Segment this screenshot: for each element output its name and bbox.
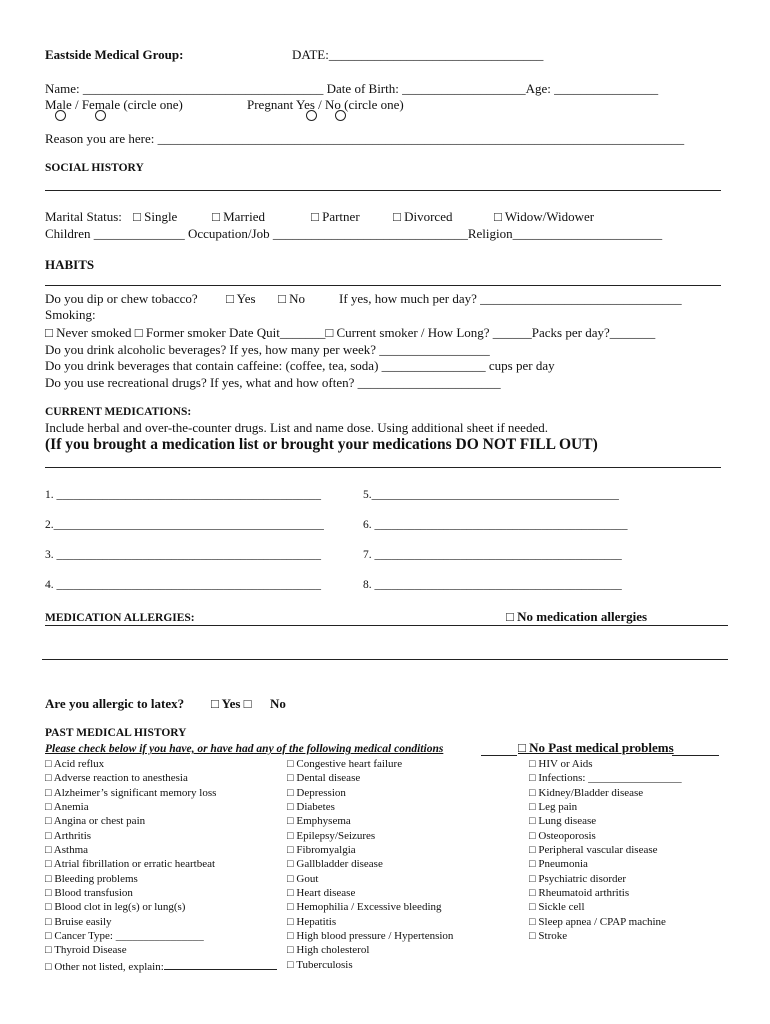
- condition-checkbox[interactable]: □ Anemia: [45, 801, 89, 814]
- condition-checkbox[interactable]: □ Emphysema: [287, 815, 351, 828]
- medication-field-4[interactable]: 4. ______________________________________________: [45, 579, 321, 591]
- divider: [481, 755, 517, 756]
- medication-field-7[interactable]: 7. ___________________________________________: [363, 549, 622, 561]
- latex-yes-checkbox[interactable]: □ Yes □: [211, 696, 252, 711]
- condition-checkbox[interactable]: □ Blood transfusion: [45, 887, 133, 900]
- sex-line: Male / Female (circle one): [45, 97, 183, 112]
- condition-checkbox[interactable]: □ High blood pressure / Hypertension: [287, 930, 454, 943]
- medication-field-3[interactable]: 3. ______________________________________________: [45, 549, 321, 561]
- marital-status-label: Marital Status:: [45, 209, 122, 224]
- condition-checkbox[interactable]: □ Kidney/Bladder disease: [529, 786, 644, 799]
- allergies-line[interactable]: [45, 625, 728, 626]
- condition-checkbox[interactable]: □ Blood clot in leg(s) or lung(s): [45, 901, 186, 914]
- tobacco-no-checkbox[interactable]: □ No: [278, 291, 305, 306]
- no-circle-icon[interactable]: [335, 110, 346, 121]
- divider: [45, 467, 721, 468]
- medication-allergies-heading: MEDICATION ALLERGIES:: [45, 612, 195, 624]
- smoking-options-line[interactable]: □ Never smoked □ Former smoker Date Quit_______□ Current smoker / How Long? ______Packs per day?_______: [45, 325, 656, 340]
- divider: [672, 755, 719, 756]
- conditions-column-2: [287, 757, 453, 972]
- condition-checkbox[interactable]: □ Congestive heart failure: [287, 758, 403, 770]
- condition-checkbox[interactable]: □ Rheumatoid arthritis: [529, 887, 630, 900]
- medication-field-1[interactable]: 1. ______________________________________________: [45, 489, 321, 501]
- name-dob-age-line[interactable]: Name: _____________________________________ Date of Birth: ___________________Age: ________________: [45, 81, 659, 96]
- condition-checkbox[interactable]: □ Stroke: [529, 930, 568, 943]
- condition-checkbox[interactable]: □ Alzheimer’s significant memory loss: [45, 786, 217, 799]
- widow-checkbox[interactable]: □ Widow/Widower: [494, 209, 595, 224]
- condition-checkbox[interactable]: □ Other not listed, explain:: [45, 960, 164, 973]
- condition-checkbox[interactable]: □ Psychiatric disorder: [529, 872, 627, 885]
- condition-checkbox[interactable]: □ Leg pain: [529, 801, 578, 814]
- latex-no-label[interactable]: No: [270, 696, 286, 711]
- condition-checkbox[interactable]: □ Asthma: [45, 844, 89, 857]
- medication-field-2[interactable]: 2._______________________________________________: [45, 519, 324, 531]
- practice-name: Eastside Medical Group:: [45, 47, 184, 62]
- condition-checkbox[interactable]: □ Heart disease: [287, 887, 356, 900]
- condition-checkbox[interactable]: □ Bleeding problems: [45, 872, 138, 885]
- condition-checkbox[interactable]: □ High cholesterol: [287, 944, 370, 957]
- condition-checkbox[interactable]: □ Sickle cell: [529, 901, 585, 914]
- medications-instruction: Include herbal and over-the-counter drugs. List and name dose. Using additional sheet if needed.: [45, 420, 548, 435]
- social-history-heading: SOCIAL HISTORY: [45, 162, 144, 174]
- condition-checkbox[interactable]: □ Bruise easily: [45, 915, 112, 928]
- condition-checkbox[interactable]: □ Cancer Type: ________________: [45, 930, 204, 943]
- male-circle-icon[interactable]: [55, 110, 66, 121]
- tobacco-amount-field[interactable]: If yes, how much per day? _______________________________: [339, 291, 682, 306]
- latex-question: Are you allergic to latex?: [45, 696, 185, 711]
- allergies-line[interactable]: [42, 659, 728, 660]
- partner-checkbox[interactable]: □ Partner: [311, 209, 360, 224]
- condition-checkbox[interactable]: □ Hemophilia / Excessive bleeding: [287, 901, 442, 914]
- caffeine-question[interactable]: Do you drink beverages that contain caffeine: (coffee, tea, soda) ________________ cups per day: [45, 358, 555, 373]
- condition-checkbox[interactable]: □ Tuberculosis: [287, 958, 353, 971]
- medication-field-6[interactable]: 6. ____________________________________________: [363, 519, 628, 531]
- condition-checkbox[interactable]: □ Depression: [287, 786, 346, 799]
- conditions-column-1: [45, 757, 277, 974]
- condition-checkbox[interactable]: □ Sleep apnea / CPAP machine: [529, 915, 666, 928]
- condition-checkbox[interactable]: □ Infections: _________________: [529, 772, 682, 785]
- medications-notice: (If you brought a medication list or brought your medications DO NOT FILL OUT): [45, 436, 598, 453]
- divorced-checkbox[interactable]: □ Divorced: [393, 209, 453, 224]
- female-circle-icon[interactable]: [95, 110, 106, 121]
- medication-field-8[interactable]: 8. ___________________________________________: [363, 579, 622, 591]
- children-occupation-religion-line[interactable]: Children ______________ Occupation/Job ______________________________Religion_______________________: [45, 226, 663, 241]
- condition-checkbox[interactable]: □ Gallbladder disease: [287, 858, 383, 871]
- condition-checkbox[interactable]: □ Osteoporosis: [529, 829, 596, 842]
- pregnant-line: Pregnant Yes / No (circle one): [247, 97, 404, 112]
- no-past-medical-problems-checkbox[interactable]: □ No Past medical problems: [518, 740, 674, 755]
- condition-checkbox[interactable]: □ Peripheral vascular disease: [529, 844, 658, 857]
- condition-checkbox[interactable]: □ Pneumonia: [529, 858, 588, 871]
- drugs-question[interactable]: Do you use recreational drugs? If yes, what and how often? ______________________: [45, 375, 501, 390]
- date-field[interactable]: DATE:_________________________________: [292, 47, 544, 62]
- alcohol-question[interactable]: Do you drink alcoholic beverages? If yes, how many per week? _________________: [45, 342, 490, 357]
- condition-checkbox[interactable]: □ Adverse reaction to anesthesia: [45, 772, 188, 785]
- married-checkbox[interactable]: □ Married: [212, 209, 265, 224]
- no-medication-allergies-checkbox[interactable]: □ No medication allergies: [506, 609, 648, 624]
- condition-checkbox[interactable]: □ Epilepsy/Seizures: [287, 829, 376, 842]
- condition-checkbox[interactable]: □ Angina or chest pain: [45, 815, 146, 828]
- tobacco-question: Do you dip or chew tobacco?: [45, 291, 198, 306]
- condition-checkbox[interactable]: □ Acid reflux: [45, 758, 105, 770]
- tobacco-yes-checkbox[interactable]: □ Yes: [226, 291, 256, 306]
- single-checkbox[interactable]: □ Single: [133, 209, 178, 224]
- condition-checkbox[interactable]: □ HIV or Aids: [529, 758, 593, 770]
- condition-checkbox[interactable]: □ Thyroid Disease: [45, 944, 127, 957]
- medication-field-5[interactable]: 5.___________________________________________: [363, 489, 619, 501]
- divider: [45, 190, 721, 191]
- medications-heading: CURRENT MEDICATIONS:: [45, 406, 192, 418]
- habits-heading: HABITS: [45, 257, 95, 272]
- conditions-column-3: [529, 757, 682, 943]
- reason-line[interactable]: Reason you are here: _________________________________________________________________________________: [45, 131, 685, 146]
- past-medical-history-heading: PAST MEDICAL HISTORY: [45, 727, 187, 739]
- pmh-instruction: Please check below if you have, or have had any of the following medical conditions: [45, 743, 444, 755]
- condition-checkbox[interactable]: □ Hepatitis: [287, 915, 337, 928]
- condition-checkbox[interactable]: □ Arthritis: [45, 829, 92, 842]
- divider: [45, 285, 721, 286]
- condition-checkbox[interactable]: □ Dental disease: [287, 772, 361, 785]
- condition-checkbox[interactable]: □ Diabetes: [287, 801, 335, 814]
- other-explain-field[interactable]: [164, 958, 277, 970]
- condition-checkbox[interactable]: □ Fibromyalgia: [287, 844, 356, 857]
- condition-checkbox[interactable]: □ Atrial fibrillation or erratic heartbeat: [45, 858, 216, 871]
- condition-checkbox[interactable]: □ Lung disease: [529, 815, 597, 828]
- condition-checkbox[interactable]: □ Gout: [287, 872, 319, 885]
- smoking-label: Smoking:: [45, 307, 96, 322]
- yes-circle-icon[interactable]: [306, 110, 317, 121]
